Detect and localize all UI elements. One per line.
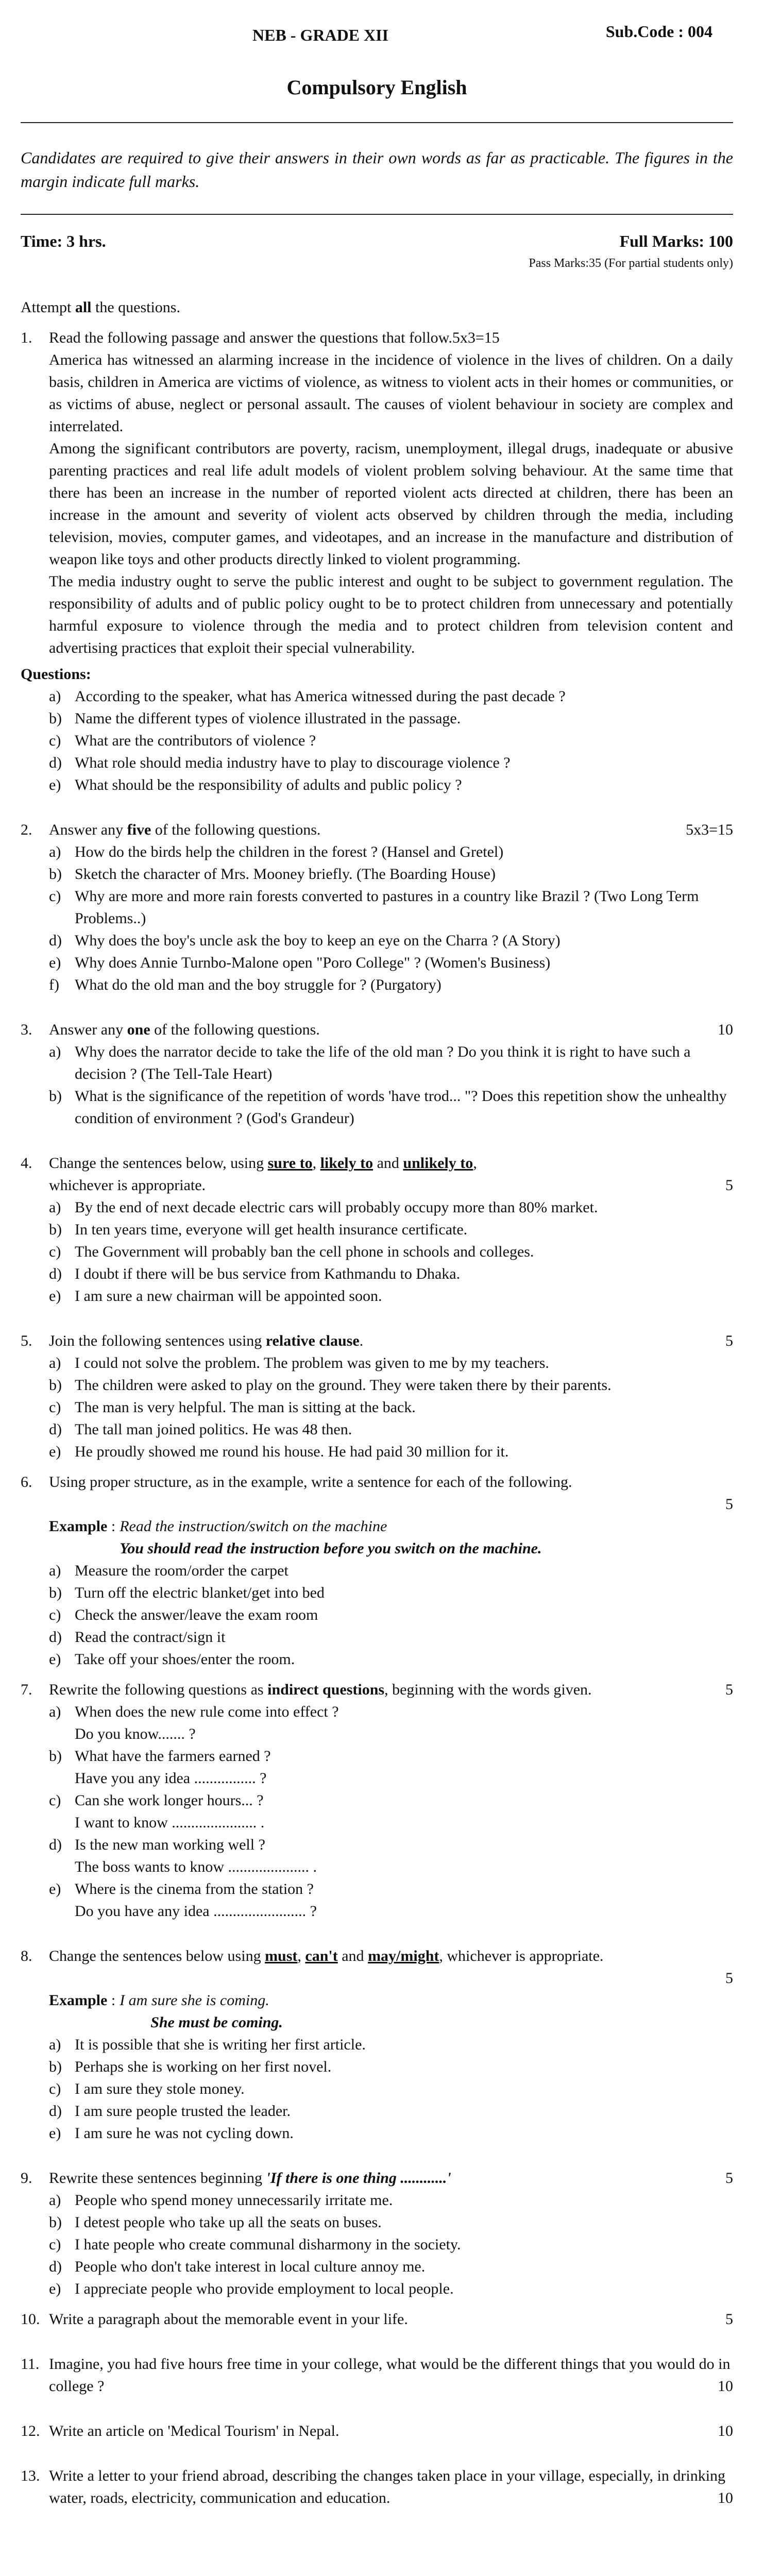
sub-question-letter: a): [49, 1199, 61, 1216]
sub-question-letter: d): [49, 1629, 62, 1646]
sub-question-letter: b): [49, 1221, 62, 1238]
sub-question-text: I could not solve the problem. The problem was given to me by my teachers.: [75, 1354, 549, 1371]
sub-question-text: I am sure a new chairman will be appointed soon.: [75, 1287, 382, 1304]
sub-question-text: The Government will probably ban the cell phone in schools and colleges.: [75, 1243, 534, 1260]
sub-question: [49, 2256, 733, 2278]
question-marks: 5x3=15: [686, 821, 733, 838]
sub-question: [49, 1789, 733, 1834]
sub-question-letter: c): [49, 2080, 61, 2097]
sub-question: [49, 1196, 733, 1218]
question-text: Rewrite these sentences beginning 'If there is one thing ............': [49, 2170, 451, 2187]
question-marks: 10: [718, 2422, 733, 2439]
question-number: 6.: [21, 1473, 32, 1490]
question-text: Rewrite the following questions as indirect questions, beginning with the words given.: [49, 1681, 592, 1698]
question-2-items: [21, 841, 733, 996]
sub-question-text: In ten years time, everyone will get health insurance certificate.: [75, 1221, 468, 1238]
question-marks: 10: [718, 1021, 733, 1038]
sub-question-letter: e): [49, 1651, 61, 1668]
question-number: 10.: [21, 2311, 40, 2328]
question-text: Write a paragraph about the memorable event in your life.: [49, 2311, 408, 2328]
sub-question-stem: Do you know....... ?: [75, 1725, 196, 1742]
question-number: 12.: [21, 2422, 40, 2439]
sub-question: [49, 1560, 733, 1582]
sub-question-letter: c): [49, 1399, 61, 1416]
sub-question: [49, 1834, 733, 1878]
sub-question-text: How do the birds help the children in the forest ? (Hansel and Gretel): [75, 843, 504, 860]
sub-question-letter: a): [49, 2192, 61, 2209]
question-text: Change the sentences below, using sure to, likely to and unlikely to,: [49, 1155, 477, 1172]
question-8: [21, 1945, 733, 2033]
passage-paragraph: The media industry ought to serve the public interest and ought to be subject to government regulation. The responsibility of adults and of public policy ought to be to protect children from unnecessary and potentially harmful exposure to violence through the media and to protect children from television content and advertising practices that exploit their special vulnerability.: [49, 573, 733, 656]
question-number: 4.: [21, 1155, 32, 1172]
sub-question-text: Why are more and more rain forests converted to pastures in a country like Brazil ? (Two Long Term Problems..): [75, 888, 699, 927]
question-text: Using proper structure, as in the example, write a sentence for each of the following.: [49, 1473, 572, 1490]
sub-question-letter: a): [49, 2036, 61, 2053]
sub-question: [49, 2211, 733, 2233]
sub-question-text: Is the new man working well ? The boss wants to know ..................... .: [75, 1834, 733, 1878]
sub-question-letter: c): [49, 1243, 61, 1260]
sub-question-text: I appreciate people who provide employment to local people.: [75, 2280, 454, 2297]
sub-question-letter: d): [49, 1265, 62, 1282]
sub-question-text: The children were asked to play on the ground. They were taken there by their parents.: [75, 1377, 612, 1394]
sub-question-letter: d): [49, 1421, 62, 1438]
question-4: [21, 1152, 733, 1196]
subject-code: Sub.Code : 004: [605, 22, 712, 41]
sub-question-stem: I want to know ...................... .: [75, 1814, 265, 1831]
divider: [21, 214, 733, 215]
question-number: 1.: [21, 329, 32, 346]
sub-question-text: I am sure people trusted the leader.: [75, 2103, 291, 2120]
sub-question-text: People who don't take interest in local culture annoy me.: [75, 2258, 426, 2275]
sub-question-letter: a): [49, 1703, 61, 1720]
question-text-cont: whichever is appropriate.: [49, 1177, 206, 1194]
sub-question-text: I hate people who create communal disharmony in the society.: [75, 2236, 461, 2253]
question-text: Read the following passage and answer the questions that follow.5x3=15: [49, 329, 500, 346]
sub-question-letter: e): [49, 776, 61, 793]
sub-question: [49, 1604, 733, 1626]
question-7-items: [21, 1701, 733, 1922]
question-number: 11.: [21, 2355, 40, 2372]
question-marks: 5: [725, 1496, 733, 1513]
question-6-items: [21, 1560, 733, 1670]
sub-question: [49, 1878, 733, 1922]
question-11: [21, 2353, 733, 2397]
question-marks: 10: [718, 2489, 733, 2506]
questions-label: Questions:: [21, 666, 91, 683]
question-marks: 5: [725, 2311, 733, 2328]
sub-question-letter: d): [49, 2258, 62, 2275]
sub-question-text: Why does Annie Turnbo-Malone open "Poro College" ? (Women's Business): [75, 954, 551, 971]
sub-question: [49, 752, 733, 774]
sub-question-letter: b): [49, 710, 62, 727]
sub-question: [49, 1352, 733, 1374]
question-number: 5.: [21, 1332, 32, 1349]
sub-question-letter: c): [49, 732, 61, 749]
passage-paragraph: Among the significant contributors are poverty, racism, unemployment, illegal drugs, inadequate or abusive parenting practices and real life adult models of violent problem solving behaviour. At the same time that there has been an increase in the number of reported violent acts directed at children, there has been an increase in the amount and severity of violent acts observed by children through the media, including television, movies, computer games, and videotapes, and an increase in the manufacture and distribution of weapon like toys and other products directly linked to violent programming.: [49, 440, 733, 568]
sub-question-letter: c): [49, 1606, 61, 1623]
sub-question: [49, 1085, 733, 1129]
example: Example : Read the instruction/switch on the machine You should read the instruction before you switch on the machine.: [49, 1518, 542, 1557]
sub-question-text: I doubt if there will be bus service from Kathmandu to Dhaka.: [75, 1265, 461, 1282]
question-marks: 5: [725, 1332, 733, 1349]
question-number: 13.: [21, 2467, 40, 2484]
question-2: [21, 819, 733, 841]
question-text: Answer any five of the following questions.: [49, 821, 321, 838]
sub-question: [49, 2078, 733, 2100]
sub-question-letter: d): [49, 932, 62, 949]
passage-paragraph: America has witnessed an alarming increase in the incidence of violence in the lives of children. On a daily basis, children in America are victims of violence, as witness to violent acts in their homes or communities, or as victims of abuse, neglect or personal assault. The causes of violent behaviour in society are complex and interrelated.: [49, 351, 733, 435]
sub-question: [49, 974, 733, 996]
sub-question-text: When does the new rule come into effect ? Do you know....... ?: [75, 1701, 733, 1745]
sub-question-letter: e): [49, 1443, 61, 1460]
sub-question: [49, 1418, 733, 1440]
sub-question: [49, 1648, 733, 1670]
question-12: [21, 2420, 733, 2442]
sub-question-text: Take off your shoes/enter the room.: [75, 1651, 295, 1668]
sub-question-letter: e): [49, 1287, 61, 1304]
sub-question-text: I am sure they stole money.: [75, 2080, 245, 2097]
sub-question-text: What role should media industry have to play to discourage violence ?: [75, 754, 511, 771]
sub-question-letter: f): [49, 976, 59, 993]
sub-question-text: Turn off the electric blanket/get into bed: [75, 1584, 325, 1601]
sub-question-letter: a): [49, 1562, 61, 1579]
sub-question-text: Check the answer/leave the exam room: [75, 1606, 318, 1623]
sub-question-text: What are the contributors of violence ?: [75, 732, 316, 749]
sub-question-text: Where is the cinema from the station ? Do you have any idea ........................ ?: [75, 1878, 733, 1922]
question-marks: 5: [725, 1177, 733, 1194]
question-number: 3.: [21, 1021, 32, 1038]
question-marks: 5: [725, 1681, 733, 1698]
sub-question: [49, 2189, 733, 2211]
question-text: Join the following sentences using relative clause.: [49, 1332, 364, 1349]
sub-question-letter: b): [49, 2058, 62, 2075]
sub-question: [49, 1041, 733, 1085]
time-marks-row: [21, 230, 733, 252]
sub-question-stem: Do you have any idea ........................ ?: [75, 1903, 317, 1920]
question-text: Imagine, you had five hours free time in your college, what would be the different things that you would do in college ?: [49, 2355, 731, 2395]
question-5: [21, 1330, 733, 1352]
sub-question-text: What is the significance of the repetition of words 'have trod... "? Does this repetition show the unhealthy condition of environment ? (God's Grandeur): [75, 1088, 727, 1127]
sub-question: [49, 1701, 733, 1745]
sub-question: [49, 1745, 733, 1789]
sub-question-letter: d): [49, 754, 62, 771]
sub-question-letter: c): [49, 1792, 61, 1809]
time-allowed: Time: 3 hrs.: [21, 232, 106, 250]
sub-question-letter: b): [49, 866, 62, 883]
sub-question-letter: d): [49, 1836, 62, 1853]
sub-question: [49, 1582, 733, 1604]
question-marks: 5: [725, 1970, 733, 1987]
reading-passage: [49, 349, 733, 659]
sub-question-letter: e): [49, 1880, 61, 1897]
sub-question-letter: b): [49, 2214, 62, 2231]
question-number: 8.: [21, 1947, 32, 1964]
sub-question: [49, 952, 733, 974]
question-text: Change the sentences below using must, can't and may/might, whichever is appropriate.: [49, 1947, 604, 1964]
sub-question-letter: b): [49, 1377, 62, 1394]
sub-question-text: Read the contract/sign it: [75, 1629, 226, 1646]
sub-question-stem: Have you any idea ................ ?: [75, 1770, 267, 1787]
sub-question-text: I am sure he was not cycling down.: [75, 2125, 294, 2142]
question-4-items: [21, 1196, 733, 1307]
sub-question: [49, 2278, 733, 2300]
sub-question: [49, 1626, 733, 1648]
sub-question-letter: e): [49, 2280, 61, 2297]
sub-question-letter: e): [49, 2125, 61, 2142]
pass-marks: Pass Marks:35 (For partial students only): [529, 257, 733, 270]
board-grade: NEB - GRADE XII: [252, 26, 389, 44]
sub-question-letter: a): [49, 1043, 61, 1060]
sub-question: [49, 885, 733, 929]
question-marks: 5: [725, 2170, 733, 2187]
question-1: [21, 327, 733, 349]
question-7: [21, 1679, 733, 1701]
sub-question-text: The man is very helpful. The man is sitting at the back.: [75, 1399, 416, 1416]
sub-question: [49, 2100, 733, 2122]
sub-question-letter: b): [49, 1088, 62, 1105]
sub-question-letter: d): [49, 2103, 62, 2120]
question-13: [21, 2465, 733, 2509]
sub-question: [49, 2233, 733, 2256]
sub-question-letter: c): [49, 888, 61, 905]
question-text: Write a letter to your friend abroad, describing the changes taken place in your village, especially, in drinking water, roads, electricity, communication and education.: [49, 2467, 726, 2506]
sub-question-text: Measure the room/order the carpet: [75, 1562, 288, 1579]
question-number: 7.: [21, 1681, 32, 1698]
sub-question-letter: b): [49, 1748, 62, 1765]
question-marks: 10: [718, 2378, 733, 2395]
sub-question: [49, 1374, 733, 1396]
sub-question-text: What do the old man and the boy struggle for ? (Purgatory): [75, 976, 442, 993]
question-5-items: [21, 1352, 733, 1463]
paper-title: Compulsory English: [286, 76, 467, 99]
sub-question: [49, 2056, 733, 2078]
question-10: [21, 2308, 733, 2330]
sub-question-text: Can she work longer hours... ? I want to know ...................... .: [75, 1789, 733, 1834]
sub-question-letter: a): [49, 688, 61, 705]
sub-question: [49, 730, 733, 752]
sub-question: [49, 685, 733, 707]
sub-question-text: Sketch the character of Mrs. Mooney briefly. (The Boarding House): [75, 866, 496, 883]
sub-question: [49, 1440, 733, 1463]
sub-question-text: Why does the narrator decide to take the life of the old man ? Do you think it is right to have such a decision ? (The Tell-Tale Heart): [75, 1043, 691, 1082]
attempt-instruction: Attempt all the questions.: [21, 299, 180, 316]
sub-question-text: I detest people who take up all the seats on buses.: [75, 2214, 382, 2231]
sub-question-letter: a): [49, 843, 61, 860]
sub-question-text: Why does the boy's uncle ask the boy to keep an eye on the Charra ? (A Story): [75, 932, 561, 949]
sub-question: [49, 841, 733, 863]
question-3-items: [21, 1041, 733, 1129]
sub-question: [49, 774, 733, 796]
question-6: [21, 1471, 733, 1560]
sub-question-text: People who spend money unnecessarily irritate me.: [75, 2192, 393, 2209]
sub-question-text: What should be the responsibility of adults and public policy ?: [75, 776, 462, 793]
sub-question: [49, 863, 733, 885]
sub-question-text: According to the speaker, what has America witnessed during the past decade ?: [75, 688, 566, 705]
sub-question-text: He proudly showed me round his house. He had paid 30 million for it.: [75, 1443, 509, 1460]
sub-question: [49, 707, 733, 730]
sub-question-letter: a): [49, 1354, 61, 1371]
example: Example : I am sure she is coming. She must be coming.: [49, 1992, 283, 2031]
sub-question-text: By the end of next decade electric cars will probably occupy more than 80% market.: [75, 1199, 598, 1216]
sub-question-text: The tall man joined politics. He was 48 then.: [75, 1421, 352, 1438]
question-9: [21, 2167, 733, 2189]
sub-question-letter: e): [49, 954, 61, 971]
sub-question-text: Perhaps she is working on her first novel.: [75, 2058, 332, 2075]
question-3: [21, 1019, 733, 1041]
sub-question-text: It is possible that she is writing her first article.: [75, 2036, 366, 2053]
sub-question-letter: b): [49, 1584, 62, 1601]
question-text: Answer any one of the following questions.: [49, 1021, 320, 1038]
sub-question: [49, 1241, 733, 1263]
question-number: 9.: [21, 2170, 32, 2187]
full-marks: Full Marks: 100: [619, 232, 733, 250]
sub-question-letter: c): [49, 2236, 61, 2253]
sub-question: [49, 929, 733, 952]
sub-question-stem: The boss wants to know ..................... .: [75, 1858, 317, 1875]
divider: [21, 122, 733, 123]
sub-question: [49, 1263, 733, 1285]
sub-question: [49, 1396, 733, 1418]
sub-question: [49, 1285, 733, 1307]
question-8-items: [21, 2033, 733, 2144]
sub-question: [49, 2122, 733, 2144]
sub-question-text: Name the different types of violence illustrated in the passage.: [75, 710, 461, 727]
question-text: Write an article on 'Medical Tourism' in Nepal.: [49, 2422, 339, 2439]
question-number: 2.: [21, 821, 32, 838]
question-9-items: [21, 2189, 733, 2300]
sub-question-text: What have the farmers earned ? Have you any idea ................ ?: [75, 1745, 733, 1789]
question-1-items: [21, 685, 733, 796]
candidate-instructions: Candidates are required to give their answers in their own words as far as practicable. The figures in the margin indicate full marks.: [21, 148, 733, 191]
sub-question: [49, 1218, 733, 1241]
sub-question: [49, 2033, 733, 2056]
